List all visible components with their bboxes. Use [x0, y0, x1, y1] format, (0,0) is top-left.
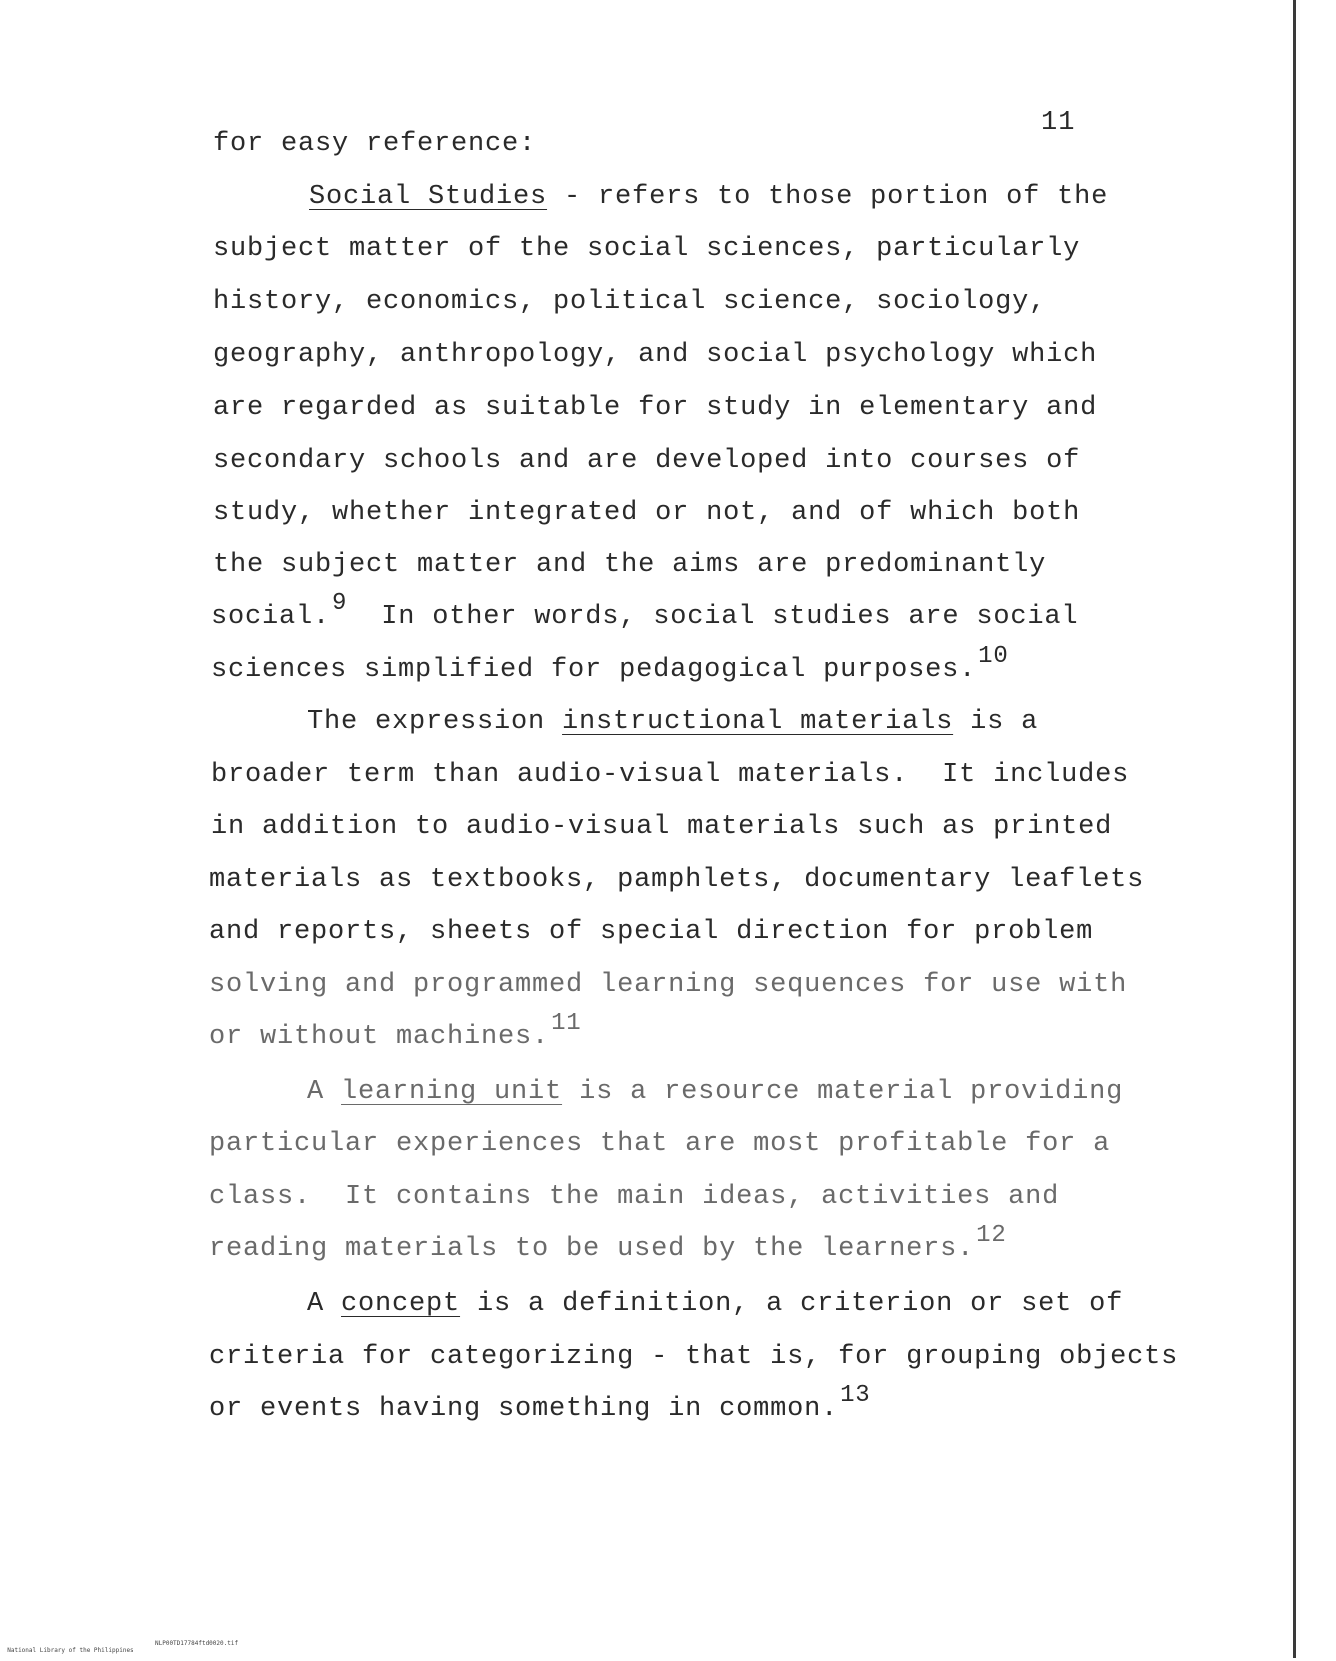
text-line: class. It contains the main ideas, activities and	[209, 1182, 1060, 1212]
footnote-marker-12: 12	[976, 1222, 1007, 1249]
text-line: the subject matter and the aims are predominantly	[213, 550, 1047, 580]
page-number: 11	[1041, 108, 1076, 138]
text-line	[211, 643, 1009, 686]
text-line: solving and programmed learning sequences for use with	[209, 970, 1128, 1000]
text-line	[211, 590, 1079, 633]
page-edge-rule	[1293, 0, 1296, 1658]
text-line	[307, 1288, 1123, 1320]
scan-filename: NLP00TD17784ftd0020.tif	[155, 1640, 239, 1647]
line-text: is a	[953, 707, 1039, 737]
text-line: broader term than audio-visual materials. It includes	[211, 760, 1130, 790]
footnote-marker-11: 11	[551, 1010, 582, 1037]
text-line	[209, 1382, 871, 1425]
footnote-marker-10: 10	[978, 643, 1009, 670]
text-line: study, whether integrated or not, and of which both	[213, 498, 1081, 528]
defined-term-concept: concept	[341, 1289, 461, 1319]
defined-term-learning-unit: learning unit	[341, 1077, 563, 1107]
text-line: secondary schools and are developed into courses of	[213, 446, 1081, 476]
text-line: geography, anthropology, and social psychology which	[213, 340, 1098, 370]
text-line	[209, 1010, 582, 1053]
text-line	[307, 1076, 1123, 1108]
defined-term-instructional-materials: instructional materials	[562, 707, 954, 737]
line-text: reading materials to be used by the learners.	[209, 1234, 975, 1264]
text-line: and reports, sheets of special direction for problem	[209, 917, 1094, 947]
text-line: for easy reference:	[213, 129, 537, 159]
line-text: is a resource material providing	[562, 1077, 1124, 1107]
footnote-marker-13: 13	[840, 1382, 871, 1409]
text-line: materials as textbooks, pamphlets, documentary leaflets	[209, 865, 1145, 895]
library-credit: National Library of the Philippines	[7, 1647, 134, 1654]
defined-term-social-studies: Social Studies	[309, 182, 548, 212]
line-text: is a definition, a criterion or set of	[460, 1289, 1124, 1319]
footnote-marker-9: 9	[332, 590, 348, 617]
line-text: The expression	[307, 707, 563, 737]
text-line: criteria for categorizing - that is, for grouping objects	[209, 1342, 1179, 1372]
text-line: are regarded as suitable for study in elementary and	[213, 393, 1098, 423]
line-text: A	[307, 1289, 342, 1319]
text-line: history, economics, political science, sociology,	[213, 287, 1047, 317]
line-text: A	[307, 1077, 342, 1107]
text-line	[307, 706, 1038, 738]
line-text: - refers to those portion of the	[547, 182, 1109, 212]
text-line	[209, 1222, 1007, 1265]
text-line	[309, 181, 1108, 213]
text-line: particular experiences that are most profitable for a	[209, 1129, 1111, 1159]
text-line: in addition to audio-visual materials such as printed	[211, 812, 1113, 842]
line-text: In other words, social studies are social	[347, 602, 1079, 632]
text-line: subject matter of the social sciences, particularly	[213, 234, 1081, 264]
line-text: or events having something in common.	[209, 1394, 839, 1424]
line-text: sciences simplified for pedagogical purposes.	[211, 655, 977, 685]
line-text: social.	[211, 602, 331, 632]
line-text: or without machines.	[209, 1022, 550, 1052]
